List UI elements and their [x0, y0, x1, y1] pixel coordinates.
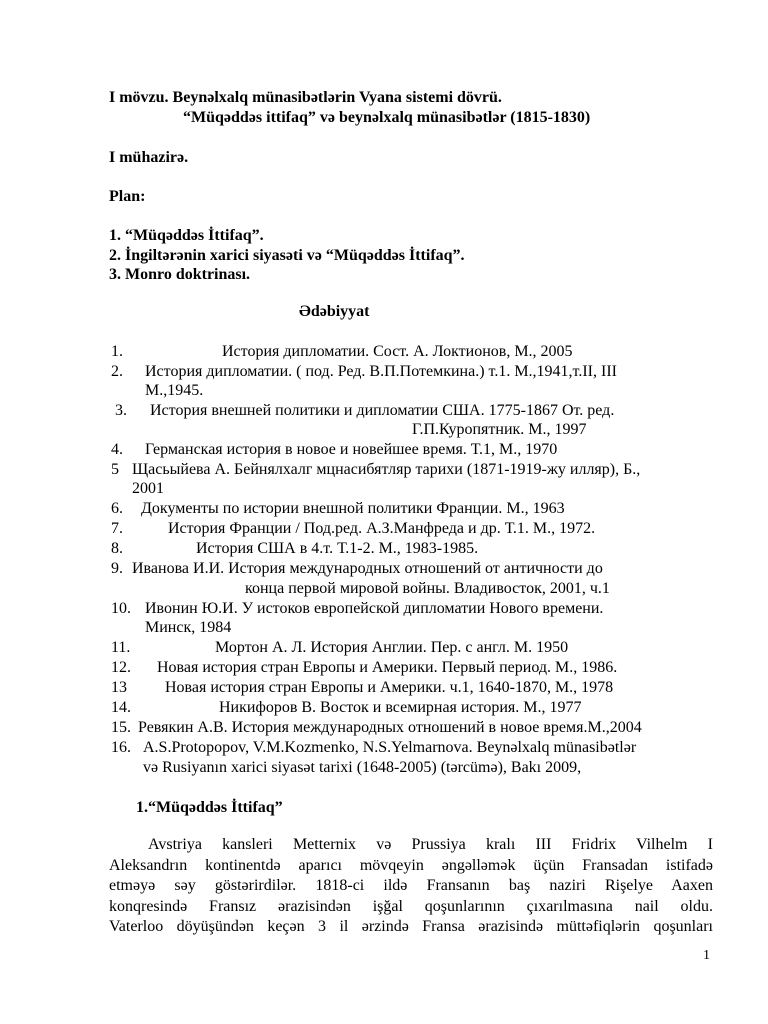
lit-num-6: 6.: [111, 500, 123, 517]
lit-text-15: Ревякин А.В. История международных отношений в новое время.М.,2004: [138, 719, 642, 736]
lit-num-4: 4.: [111, 441, 123, 458]
lit-text-16: A.S.Protopopov, V.M.Kozmenko, N.S.Yelmarnova. Beynəlxalq münasibətlər: [143, 739, 637, 756]
plan-item-2: 2. İngiltərənin xarici siyasəti və “Müqəddəs İttifaq”.: [109, 247, 465, 264]
paragraph-line-4-text: konqresində Fransız ərazisindən işğal qoşunlarının çıxarılmasına nail oldu.: [109, 898, 713, 915]
lit-text-10: Ивонин Ю.И. У истоков европейской дипломатии Нового времени.: [145, 600, 604, 617]
literature-heading: Ədəbiyyat: [299, 303, 370, 320]
paragraph-line-2: [109, 856, 713, 876]
lit-num-9: 9.: [111, 560, 123, 577]
plan-item-1: 1. “Müqəddəs İttifaq”.: [109, 227, 264, 244]
lit-text-9: Иванова И.И. История международных отношений от античности до: [132, 560, 603, 577]
lit-text-6: Документы по истории внешной политики Франции. М., 1963: [141, 500, 565, 517]
lit-num-8: 8.: [111, 540, 123, 557]
section-heading: 1.“Müqəddəs İttifaq”: [136, 799, 283, 816]
lit-text-5: Щасьыйева А. Бейнялхалг мцнасибятляр тарихи (1871-1919-жу илляр), Б.,: [132, 461, 641, 478]
lit-cont-5: 2001: [132, 480, 164, 497]
plan-label: Plan:: [109, 188, 146, 205]
lit-num-1: 1.: [111, 343, 123, 360]
lit-cont-10: Минск, 1984: [145, 619, 232, 636]
lit-text-13: Новая история стран Европы и Америки. ч.1, 1640-1870, М., 1978: [165, 679, 614, 696]
paragraph-line-2-text: Aleksandrın kontinentdə aparıcı mövqeyin əngəlləmək üçün Fransadan istifadə: [109, 857, 713, 874]
lit-num-2: 2.: [111, 363, 123, 380]
paragraph-line-3-text: etməyə səy göstərirdilər. 1818-ci ildə Fransanın baş naziri Rişelye Aaxen: [109, 877, 713, 894]
topic-title-line2: “Müqəddəs ittifaq” və beynəlxalq münasibətlər (1815-1830): [183, 109, 591, 126]
lit-num-14: 14.: [111, 699, 131, 716]
plan-item-3: 3. Monro doktrinası.: [109, 266, 251, 283]
paragraph-line-5: [109, 917, 713, 937]
lit-num-13: 13: [111, 679, 127, 696]
lit-text-4: Германская история в новое и новейшее время. Т.1, М., 1970: [145, 441, 558, 458]
paragraph-line-3: [109, 876, 713, 896]
lit-num-10: 10.: [111, 600, 131, 617]
lit-text-7: История Франции / Под.ред. А.З.Манфреда и др. Т.1. М., 1972.: [168, 520, 596, 537]
paragraph-line-4: [109, 897, 713, 917]
lit-num-15: 15.: [111, 719, 131, 736]
lecture-label: I mühazirə.: [109, 149, 189, 166]
paragraph-line-1: [148, 835, 713, 855]
lit-text-2: История дипломатии. ( под. Ред. В.П.Потемкина.) т.1. М.,1941,т.II, III: [145, 363, 617, 380]
lit-num-7: 7.: [111, 520, 123, 537]
paragraph-line-1-text: Avstriya kansleri Metternix və Prussiya kralı III Fridrix Vilhelm I: [148, 836, 713, 853]
lit-num-3: 3.: [115, 402, 127, 419]
lit-text-1: История дипломатии. Сост. А. Локтионов, М., 2005: [222, 343, 573, 360]
lit-num-16: 16.: [111, 739, 131, 756]
lit-cont-16: və Rusiyanın xarici siyasət tarixi (1648-2005) (tərcümə), Bakı 2009,: [143, 759, 582, 776]
lit-cont-2: М.,1945.: [145, 382, 204, 399]
lit-text-12: Новая история стран Европы и Америки. Первый период. М., 1986.: [157, 659, 618, 676]
lit-num-5: 5: [111, 461, 119, 478]
lit-cont-9: конца первой мировой войны. Владивосток, 2001, ч.1: [245, 580, 610, 597]
lit-text-3: История внешней политики и дипломатии США. 1775-1867 От. ред.: [150, 402, 615, 419]
lit-cont-3: Г.П.Куропятник. М., 1997: [412, 421, 587, 438]
lit-text-8: История США в 4.т. Т.1-2. М., 1983-1985.: [196, 540, 479, 557]
lit-text-14: Никифоров В. Восток и всемирная история. М., 1977: [219, 699, 582, 716]
topic-title-line1: I mövzu. Beynəlxalq münasibətlərin Vyana sistemi dövrü.: [109, 89, 502, 106]
lit-text-11: Мортон А. Л. История Англии. Пер. с англ. М. 1950: [215, 639, 569, 656]
lit-num-12: 12.: [111, 659, 131, 676]
page-number: 1: [703, 948, 710, 963]
paragraph-line-5-text: Vaterloo döyüşündən keçən 3 il ərzində Fransa ərazisində müttəfiqlərin qoşunları: [109, 918, 713, 935]
lit-num-11: 11.: [111, 639, 131, 656]
